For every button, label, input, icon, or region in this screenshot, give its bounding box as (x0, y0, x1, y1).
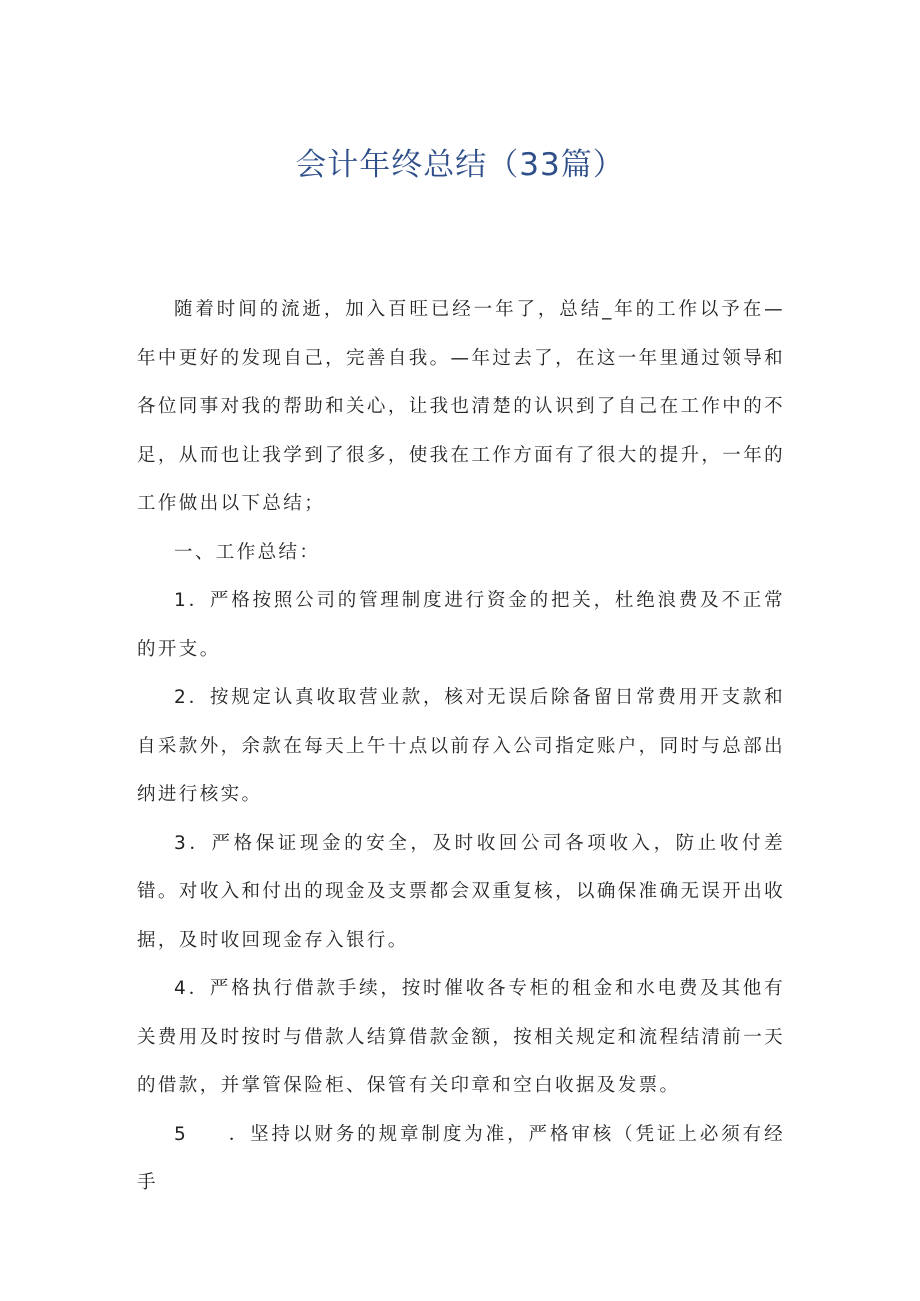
paragraph-item-5 (137, 1111, 785, 1208)
document-body (137, 286, 785, 1208)
paragraph-item-1: 1．严格按照公司的管理制度进行资金的把关，杜绝浪费及不正常的开支。 (137, 590, 785, 660)
paragraph-item-2: 2．按规定认真收取营业款，核对无误后除备留日常费用开支款和自采款外，余款在每天上午十点以前存入公司指定账户，同时与总部出纳进行核实。 (137, 687, 785, 805)
paragraph-item-3: 3．严格保证现金的安全，及时收回公司各项收入，防止收付差错。对收入和付出的现金及支票都会双重复核，以确保准确无误开出收据，及时收回现金存入银行。 (137, 832, 785, 951)
paragraph-item-4: 4．严格执行借款手续，按时催收各专柜的租金和水电费及其他有关费用及时按时与借款人结算借款金额，按相关规定和流程结清前一天的借款，并掌管保险柜、保管有关印章和空白收据及发票。 (137, 978, 785, 1096)
document-title: 会计年终总结（33篇） (295, 147, 625, 183)
paragraph-intro: 随着时间的流逝，加入百旺已经一年了，总结_年的工作以予在—年中更好的发现自己，完善自我。—年过去了，在这一年里通过领导和各位同事对我的帮助和关心，让我也清楚的认识到了自己在工作中的不足，从而也让我学到了很多，使我在工作方面有了很大的提升，一年的工作做出以下总结； (137, 299, 785, 514)
item-5-text: ．坚持以财务的规章制度为准，严格审核（凭证上必须有经手 (137, 1123, 785, 1193)
item-5-number: 5 (174, 1123, 189, 1145)
paragraph-section-heading: 一、工作总结： (174, 541, 321, 563)
